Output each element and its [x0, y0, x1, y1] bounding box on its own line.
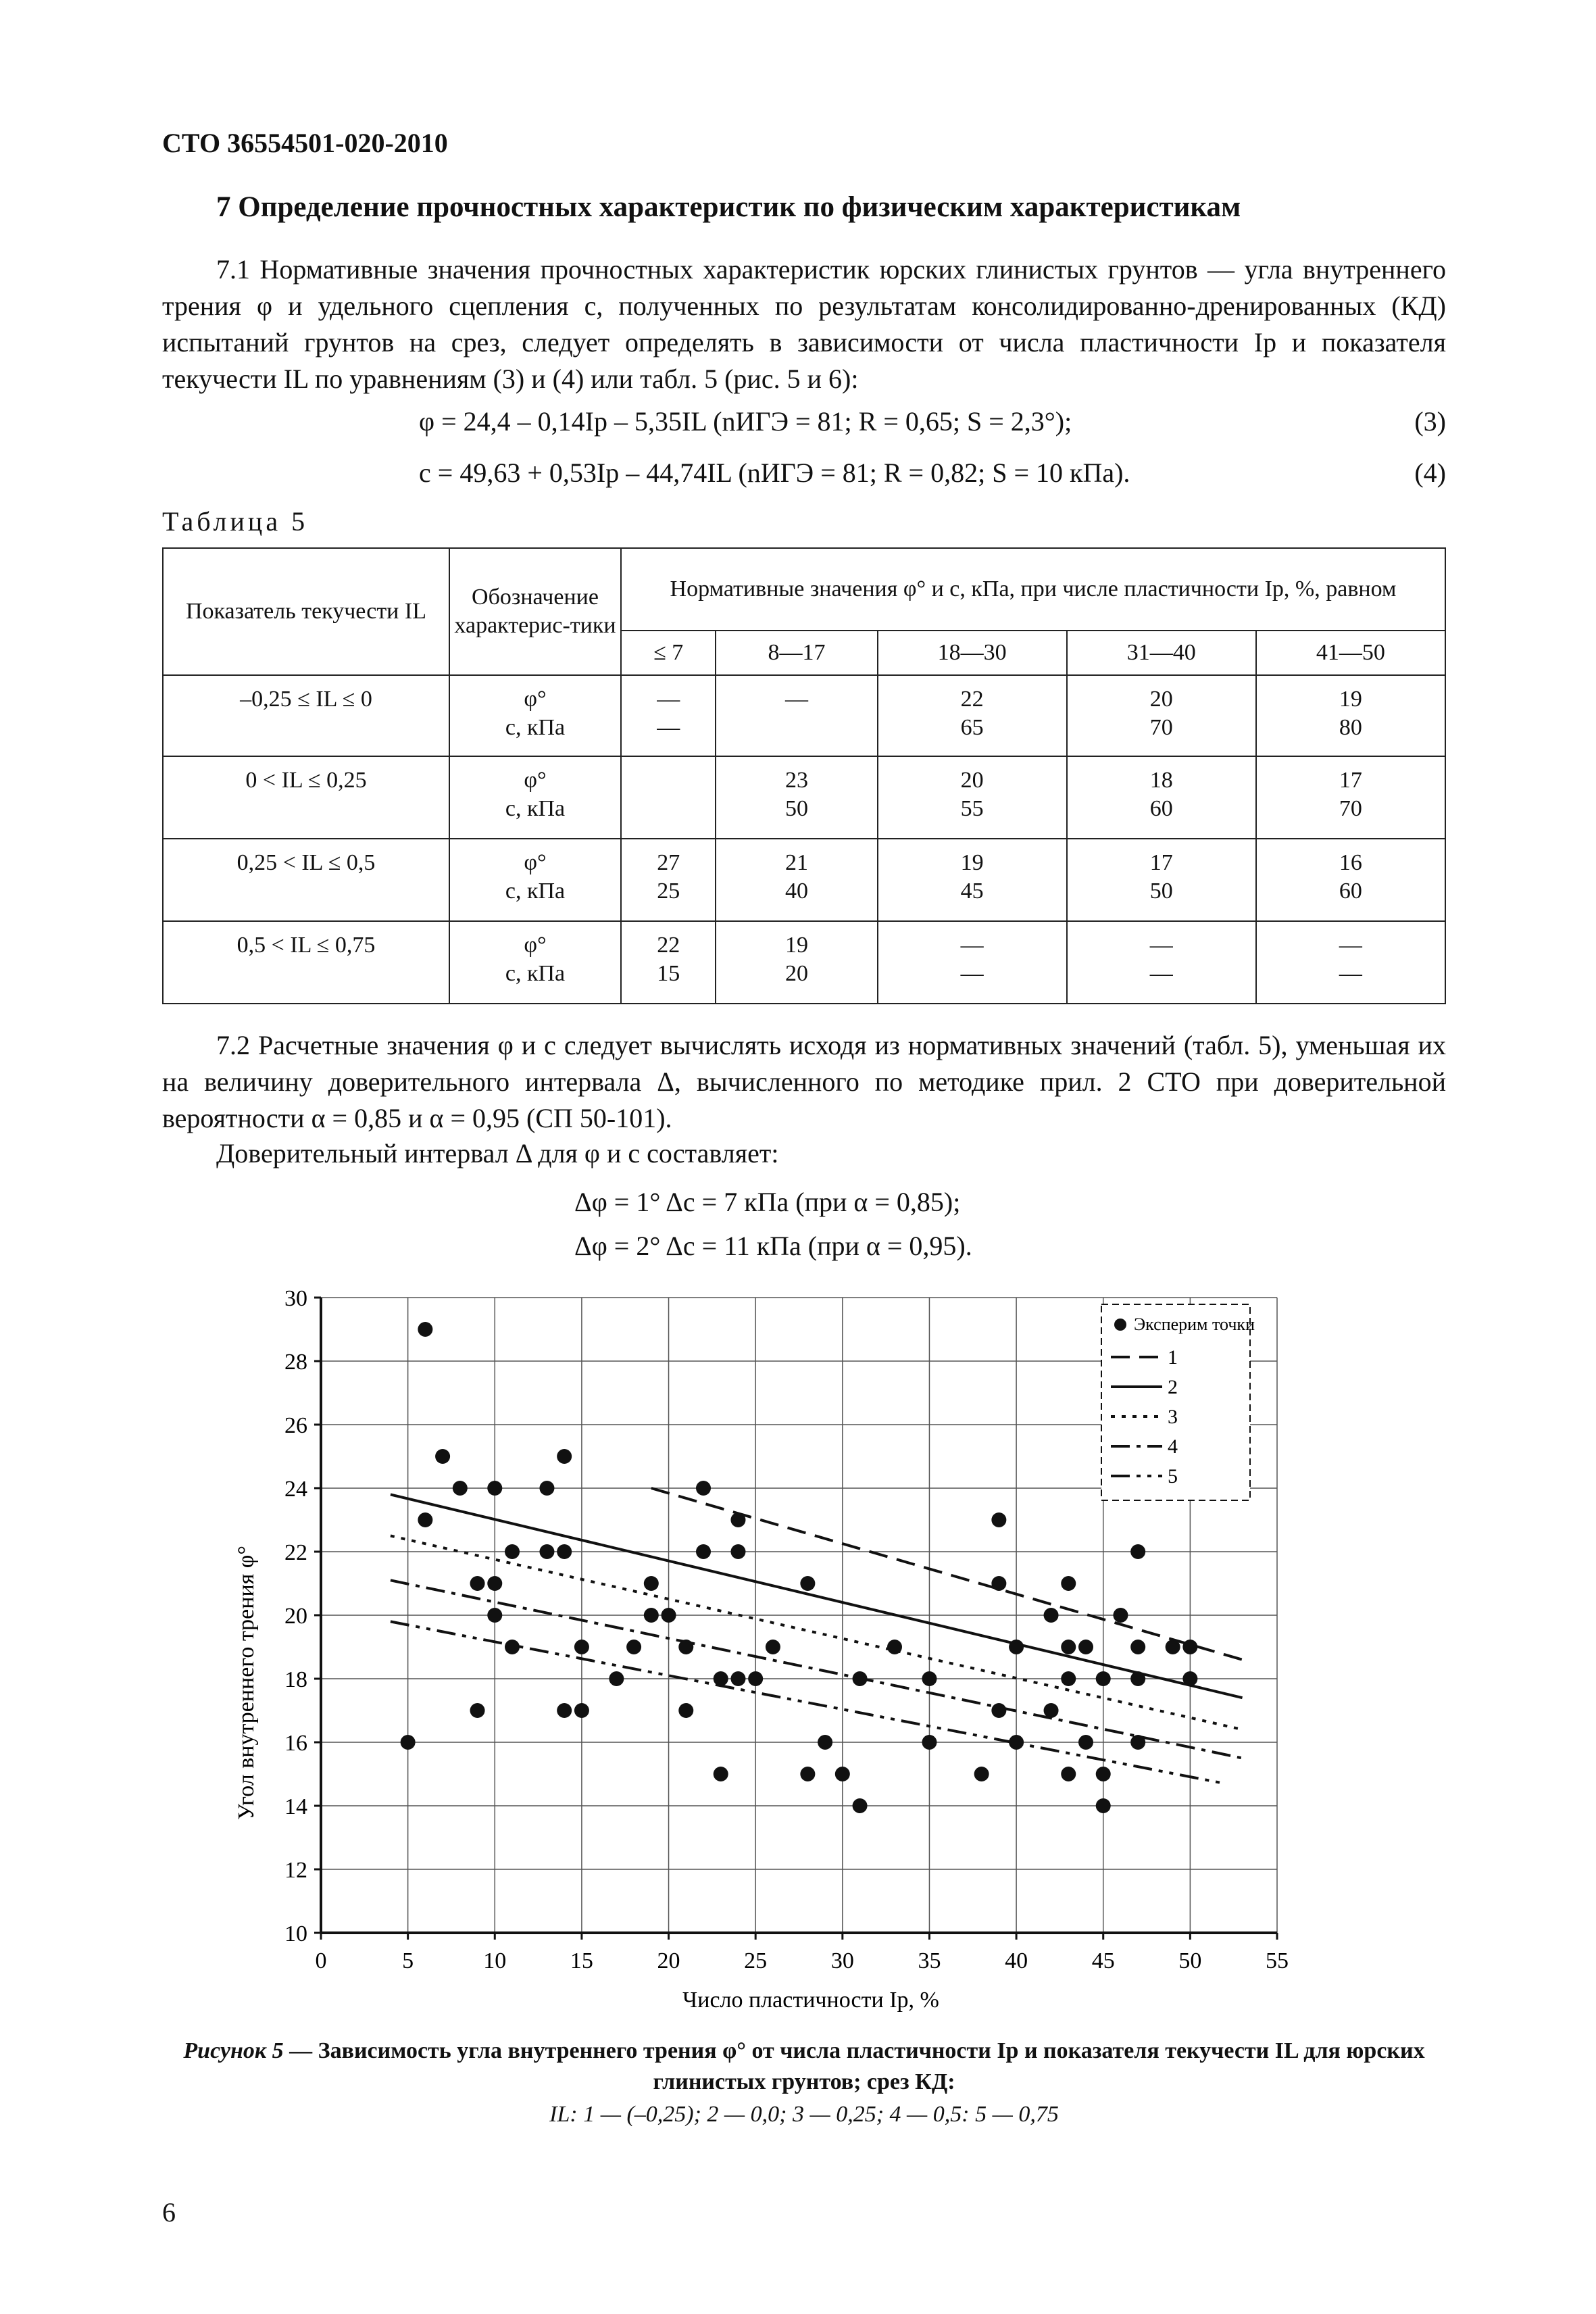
legend-label-1: 1 [1168, 1346, 1178, 1369]
plasticity-range: ≤ 7 [621, 631, 716, 675]
y-tick-label: 28 [284, 1350, 307, 1375]
value-cell [621, 756, 716, 839]
interval-085: Δφ = 1° Δc = 7 кПа (при α = 0,85); [574, 1187, 961, 1217]
data-point [487, 1608, 502, 1623]
y-tick-label: 10 [284, 1921, 307, 1946]
data-point [1166, 1640, 1180, 1654]
symbol-cell: φ° c, кПа [449, 921, 621, 1004]
data-point [887, 1640, 902, 1654]
figure-legend-text: IL: 1 — (–0,25); 2 — 0,0; 3 — 0,25; 4 — 0,5: 5 — 0,75 [549, 2102, 1059, 2127]
legend-label-points: Эксперим точки [1134, 1314, 1255, 1334]
paragraph-interval-text: Доверительный интервал Δ для φ и c составляет: [216, 1138, 779, 1168]
header-symbol: Обозначение характерис-тики [449, 548, 621, 675]
data-point [401, 1735, 416, 1750]
data-point [696, 1544, 711, 1559]
data-point [574, 1703, 589, 1718]
data-point [418, 1512, 432, 1527]
data-point [766, 1640, 780, 1654]
data-point [818, 1735, 832, 1750]
data-point [626, 1640, 641, 1654]
figure-caption-label: Рисунок 5 [183, 2038, 284, 2063]
data-point [1061, 1576, 1076, 1591]
legend-label-3: 3 [1168, 1406, 1178, 1428]
y-tick-label: 16 [284, 1731, 307, 1756]
y-tick-label: 26 [284, 1413, 307, 1438]
data-point [974, 1767, 989, 1781]
value-cell: 27 25 [621, 839, 716, 921]
section-title: 7 Определение прочностных характеристик по физическим характеристикам [216, 191, 1241, 223]
document-code: СТО 36554501-020-2010 [162, 128, 448, 158]
data-point [435, 1449, 450, 1464]
table-row [163, 921, 1445, 1004]
data-point [557, 1544, 572, 1559]
value-cell: 21 40 [716, 839, 877, 921]
data-point [1130, 1671, 1145, 1686]
value-cell: 20 70 [1067, 675, 1256, 756]
y-tick-label: 30 [284, 1286, 307, 1311]
x-tick-label: 5 [402, 1948, 414, 1973]
data-point [730, 1544, 745, 1559]
data-point [505, 1544, 520, 1559]
value-cell: 17 70 [1256, 756, 1445, 839]
plasticity-range: 41—50 [1256, 631, 1445, 675]
data-point [1044, 1608, 1059, 1623]
data-point [922, 1735, 937, 1750]
symbol-cell: φ° c, кПа [449, 675, 621, 756]
data-point [1096, 1798, 1111, 1813]
data-point [1078, 1735, 1093, 1750]
data-point [853, 1798, 868, 1813]
paragraph-7-2-text: 7.2 Расчетные значения φ и c следует вычислять исходя из нормативных значений (табл. 5), уменьшая их на величину доверительного интервала Δ, вычисленного по методике прил. 2 СТО при доверительной вероятности α = 0,85 и α = 0,95 (СП 50-101). [162, 1030, 1446, 1133]
legend-label-5: 5 [1168, 1465, 1178, 1487]
series-line-4 [391, 1580, 1243, 1758]
symbol-cell: φ° c, кПа [449, 756, 621, 839]
legend-label-4: 4 [1168, 1435, 1178, 1458]
value-cell: — [716, 675, 877, 756]
data-point [1044, 1703, 1059, 1718]
data-point [1009, 1640, 1024, 1654]
data-point [470, 1703, 485, 1718]
value-cell: 17 50 [1067, 839, 1256, 921]
data-point [1096, 1767, 1111, 1781]
table-row [163, 675, 1445, 756]
data-point [1096, 1671, 1111, 1686]
legend-marker-points [1114, 1319, 1126, 1331]
paragraph-interval [162, 1135, 1446, 1172]
paragraph-7-1 [162, 251, 1446, 397]
series-line-3 [391, 1536, 1243, 1730]
data-point [1078, 1640, 1093, 1654]
x-tick-label: 35 [918, 1948, 941, 1973]
data-point [470, 1576, 485, 1591]
data-point [487, 1576, 502, 1591]
x-axis-label: Число пластичности Ip, % [682, 1988, 939, 2013]
data-point [505, 1640, 520, 1654]
plasticity-range: 8—17 [716, 631, 877, 675]
y-tick-label: 24 [284, 1477, 307, 1502]
value-cell: 22 15 [621, 921, 716, 1004]
liquidity-range: 0,5 < IL ≤ 0,75 [163, 921, 449, 1004]
figure-caption [162, 2036, 1446, 2098]
liquidity-range: 0 < IL ≤ 0,25 [163, 756, 449, 839]
chart-legend [1101, 1304, 1255, 1500]
data-point [991, 1512, 1006, 1527]
data-point [1113, 1608, 1128, 1623]
liquidity-range: –0,25 ≤ IL ≤ 0 [163, 675, 449, 756]
paragraph-7-2 [162, 1027, 1446, 1137]
data-point [418, 1322, 432, 1337]
data-point [453, 1481, 468, 1496]
data-point [714, 1671, 728, 1686]
symbol-cell: φ° c, кПа [449, 839, 621, 921]
plasticity-range: 31—40 [1067, 631, 1256, 675]
data-point [1061, 1671, 1076, 1686]
data-point [1182, 1640, 1197, 1654]
y-tick-label: 12 [284, 1858, 307, 1883]
x-tick-label: 55 [1266, 1948, 1289, 1973]
x-tick-label: 10 [483, 1948, 507, 1973]
data-point [574, 1640, 589, 1654]
legend-label-2: 2 [1168, 1376, 1178, 1398]
data-point [730, 1671, 745, 1686]
value-cell: 23 50 [716, 756, 877, 839]
equation-3-number: (3) [1414, 406, 1446, 437]
value-cell: — — [1067, 921, 1256, 1004]
liquidity-range: 0,25 < IL ≤ 0,5 [163, 839, 449, 921]
plasticity-range: 18—30 [878, 631, 1067, 675]
data-point [644, 1608, 659, 1623]
value-cell: 16 60 [1256, 839, 1445, 921]
data-point [1061, 1767, 1076, 1781]
data-point [557, 1703, 572, 1718]
header-liquidity: Показатель текучести IL [163, 548, 449, 675]
chart-series [391, 1488, 1243, 1783]
y-tick-label: 20 [284, 1604, 307, 1629]
value-cell: 19 20 [716, 921, 877, 1004]
paragraph-7-1-text: 7.1 Нормативные значения прочностных характеристик юрских глинистых грунтов — угла внутреннего трения φ и удельного сцепления c, полученных по результатам консолидированно-дренированных (КД) испытаний грунтов на срез, следует определять в зависимости от числа пластичности Ip и показателя текучести IL по уравнениям (3) и (4) или табл. 5 (рис. 5 и 6): [162, 254, 1446, 394]
data-point [800, 1576, 815, 1591]
data-point [1130, 1640, 1145, 1654]
data-point [696, 1481, 711, 1496]
table-caption: Таблица 5 [162, 506, 309, 537]
data-point [1130, 1735, 1145, 1750]
data-point [539, 1544, 554, 1559]
data-point [539, 1481, 554, 1496]
series-line-2 [391, 1494, 1243, 1698]
data-point [748, 1671, 763, 1686]
x-tick-label: 45 [1091, 1948, 1115, 1973]
data-point [1130, 1544, 1145, 1559]
data-point [835, 1767, 850, 1781]
value-cell: — — [621, 675, 716, 756]
y-axis-label: Угол внутреннего трения φ° [234, 1545, 259, 1821]
x-tick-label: 25 [744, 1948, 768, 1973]
chart-svg [223, 1277, 1372, 2034]
data-point [678, 1640, 693, 1654]
x-tick-label: 15 [570, 1948, 593, 1973]
equation-3: φ = 24,4 – 0,14Ip – 5,35IL (nИГЭ = 81; R = 0,65; S = 2,3°); [419, 406, 1072, 437]
x-tick-label: 0 [315, 1948, 327, 1973]
data-point [487, 1481, 502, 1496]
table-row [163, 839, 1445, 921]
data-point [991, 1576, 1006, 1591]
data-point [678, 1703, 693, 1718]
data-point [1061, 1640, 1076, 1654]
data-point [853, 1671, 868, 1686]
y-tick-label: 22 [284, 1540, 307, 1565]
data-point [800, 1767, 815, 1781]
equation-4: c = 49,63 + 0,53Ip – 44,74IL (nИГЭ = 81; R = 0,82; S = 10 кПа). [419, 458, 1130, 488]
data-point [714, 1767, 728, 1781]
x-tick-label: 20 [657, 1948, 680, 1973]
y-tick-label: 18 [284, 1667, 307, 1692]
x-tick-label: 50 [1178, 1948, 1202, 1973]
data-point [730, 1512, 745, 1527]
equation-4-number: (4) [1414, 458, 1446, 488]
figure-caption-text: — Зависимость угла внутреннего трения φ° от числа пластичности Ip и показателя текучести IL для юрских глинистых грунтов; срез КД: [283, 2038, 1425, 2094]
data-point [922, 1671, 937, 1686]
value-cell: — — [878, 921, 1067, 1004]
value-cell: 22 65 [878, 675, 1067, 756]
data-point [1009, 1735, 1024, 1750]
page-number: 6 [162, 2197, 176, 2227]
data-point [1182, 1671, 1197, 1686]
chart-container [223, 1277, 1372, 2034]
chart-points [401, 1322, 1198, 1813]
data-point [557, 1449, 572, 1464]
x-tick-label: 40 [1005, 1948, 1028, 1973]
value-cell: 18 60 [1067, 756, 1256, 839]
table-5 [162, 547, 1446, 1004]
x-tick-label: 30 [830, 1948, 854, 1973]
y-tick-label: 14 [284, 1794, 307, 1819]
value-cell: 19 45 [878, 839, 1067, 921]
value-cell: 20 55 [878, 756, 1067, 839]
data-point [662, 1608, 676, 1623]
value-cell: — — [1256, 921, 1445, 1004]
table-row [163, 756, 1445, 839]
data-point [609, 1671, 624, 1686]
data-point [991, 1703, 1006, 1718]
header-normative-values: Нормативные значения φ° и c, кПа, при числе пластичности Ip, %, равном [621, 548, 1445, 631]
value-cell: 19 80 [1256, 675, 1445, 756]
data-point [644, 1576, 659, 1591]
interval-095: Δφ = 2° Δc = 11 кПа (при α = 0,95). [574, 1231, 972, 1261]
